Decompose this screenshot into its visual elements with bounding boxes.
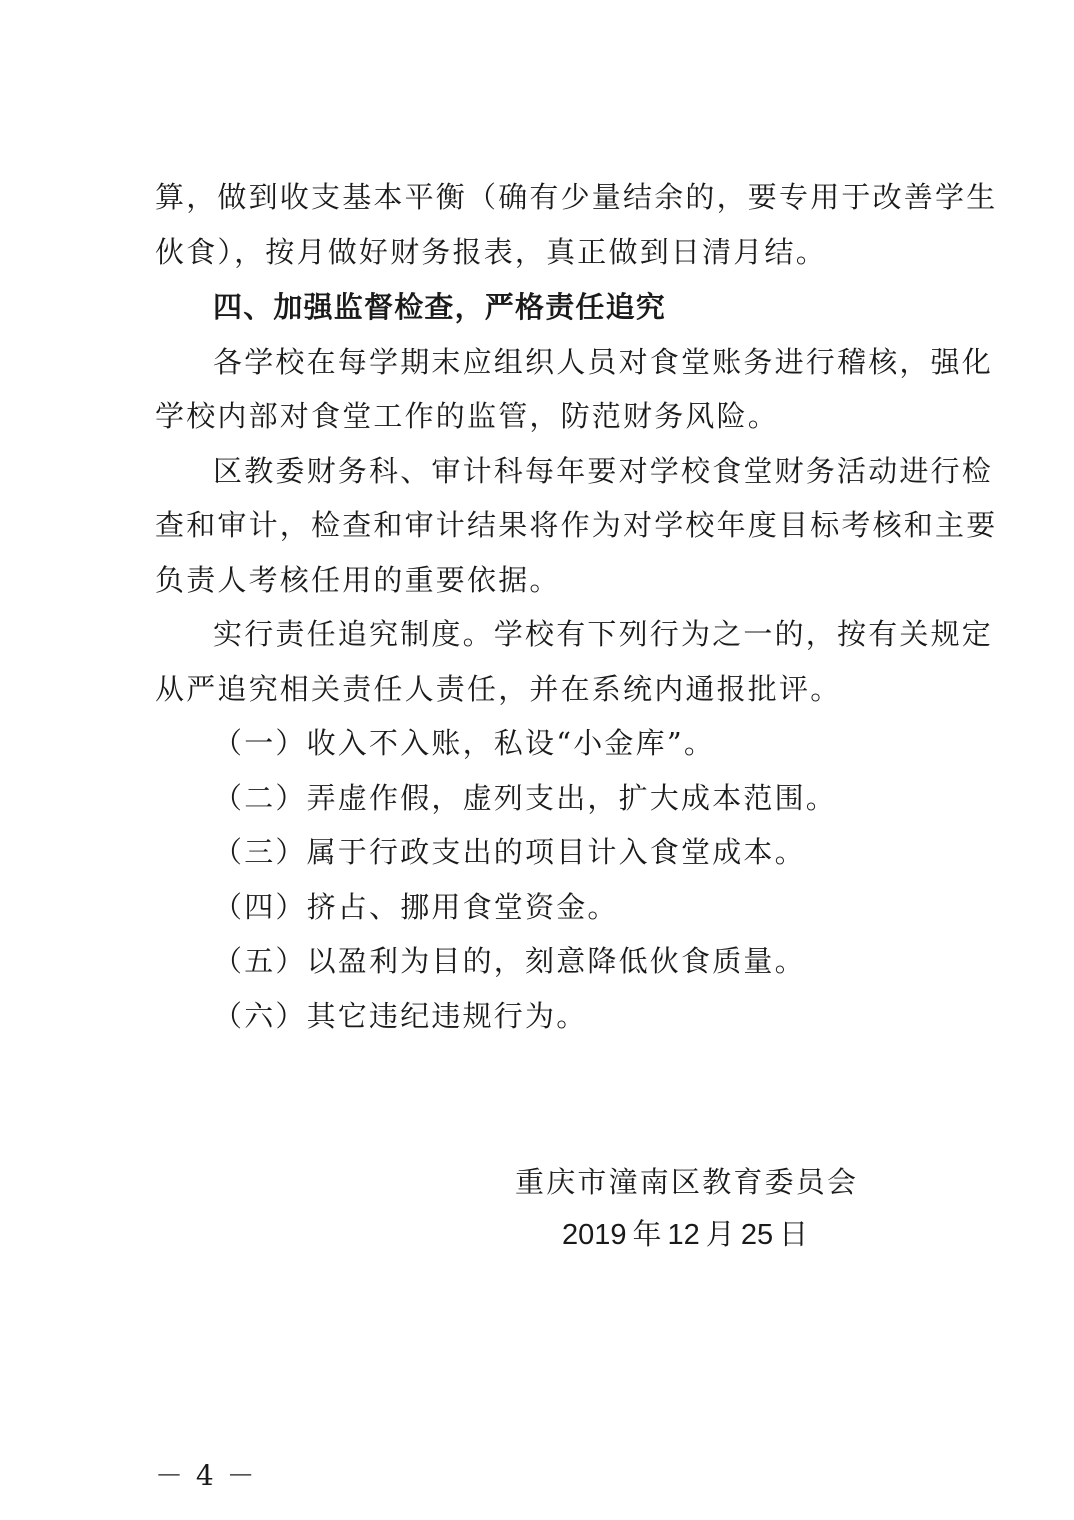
section-heading: 四、加强监督检查，严格责任追究 [213, 290, 667, 324]
date-year: 2019 [562, 1219, 627, 1251]
date-day: 25 [740, 1219, 774, 1251]
list-item: （一）收入不入账，私设“小金库”。 [213, 726, 716, 760]
list-item: （二）弄虚作假，虚列支出，扩大成本范围。 [213, 781, 838, 815]
paragraph-3-line-2: 从严追究相关责任人责任，并在系统内通报批评。 [155, 672, 842, 706]
date-year-unit: 年 [632, 1217, 662, 1251]
date-day-unit: 日 [779, 1217, 809, 1251]
page-number: － 4 － [155, 1459, 257, 1492]
list-item: （四）挤占、挪用食堂资金。 [213, 890, 619, 924]
list-item: （六）其它违纪违规行为。 [213, 999, 588, 1033]
paragraph-2-line-1: 区教委财务科、审计科每年要对学校食堂财务活动进行检 [213, 454, 994, 488]
issuer-signature: 重庆市潼南区教育委员会 [515, 1165, 859, 1199]
issue-date [562, 1212, 814, 1253]
list-item: （五）以盈利为目的，刻意降低伙食质量。 [213, 944, 806, 978]
paragraph-2-line-3: 负责人考核任用的重要依据。 [155, 563, 561, 597]
paragraph-2-line-2: 查和审计，检查和审计结果将作为对学校年度目标考核和主要 [155, 508, 998, 542]
continuation-line-1: 算，做到收支基本平衡（确有少量结余的，要专用于改善学生 [155, 180, 998, 214]
list-item: （三）属于行政支出的项目计入食堂成本。 [213, 835, 806, 869]
date-month: 12 [667, 1219, 700, 1251]
paragraph-1-line-1: 各学校在每学期末应组织人员对食堂账务进行稽核，强化 [213, 345, 994, 379]
paragraph-3-line-1: 实行责任追究制度。学校有下列行为之一的，按有关规定 [213, 617, 994, 651]
continuation-line-2: 伙食），按月做好财务报表，真正做到日清月结。 [155, 235, 827, 269]
paragraph-1-line-2: 学校内部对食堂工作的监管，防范财务风险。 [155, 399, 780, 433]
date-month-unit: 月 [705, 1217, 735, 1251]
